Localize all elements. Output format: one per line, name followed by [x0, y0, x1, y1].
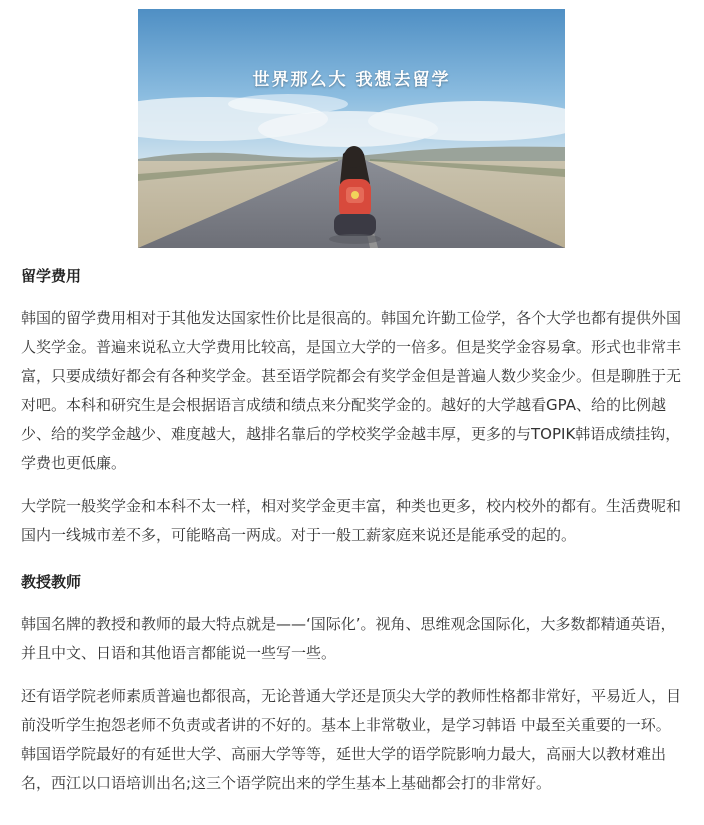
section-heading-faculty: 教授教师 [21, 573, 82, 591]
article-body [21, 262, 685, 798]
hero-image [138, 9, 565, 248]
paragraph-faculty-1: 韩国名牌的教授和教师的最大特点就是——‘国际化’。视角、思维观念国际化，大多数都精通英语，并且中文、日语和其他语言都能说一些写一些。 [21, 615, 676, 662]
paragraph-tuition-2: 大学院一般奖学金和本科不太一样，相对奖学金更丰富，种类也更多，校内校外的都有。生活费呢和国内一线城市差不多，可能略高一两成。对于一般工薪家庭来说还是能承受的起的。 [21, 497, 682, 544]
hero-caption: 世界那么大 我想去留学 [252, 70, 451, 90]
paragraph-tuition-1: 韩国的留学费用相对于其他发达国家性价比是很高的。韩国允许勤工俭学，各个大学也都有提供外国人奖学金。普遍来说私立大学费用比较高，是国立大学的一倍多。但是奖学金容易拿。形式也非常丰富，只要成绩好都会有各种奖学金。甚至语学院都会有奖学金但是普遍人数少奖金少。但是聊胜于无对吧。本科和研究生是会根据语言成绩和绩点来分配奖学金的。越好的大学越看GPA、给的比例越少、给的奖学金越少、难度越大，越排名靠后的学校奖学金越丰厚，更多的与TOPIK韩语成绩挂钩，学费也更低廉。 [21, 309, 682, 472]
section-heading-tuition: 留学费用 [21, 267, 82, 285]
paragraph-faculty-2: 还有语学院老师素质普遍也都很高，无论普通大学还是顶尖大学的教师性格都非常好，平易近人，目前没听学生抱怨老师不负责或者讲的不好的。基本上非常敬业，是学习韩语 中最至关重要的一环。韩国语学院最好的有延世大学、高丽大学等等，延世大学的语学院影响力最大，高丽大以教材难出名，西江以口语培训出名;这三个语学院出来的学生基本上基础都会打的非常好。 [21, 687, 682, 792]
road-photo-illustration [138, 9, 565, 248]
